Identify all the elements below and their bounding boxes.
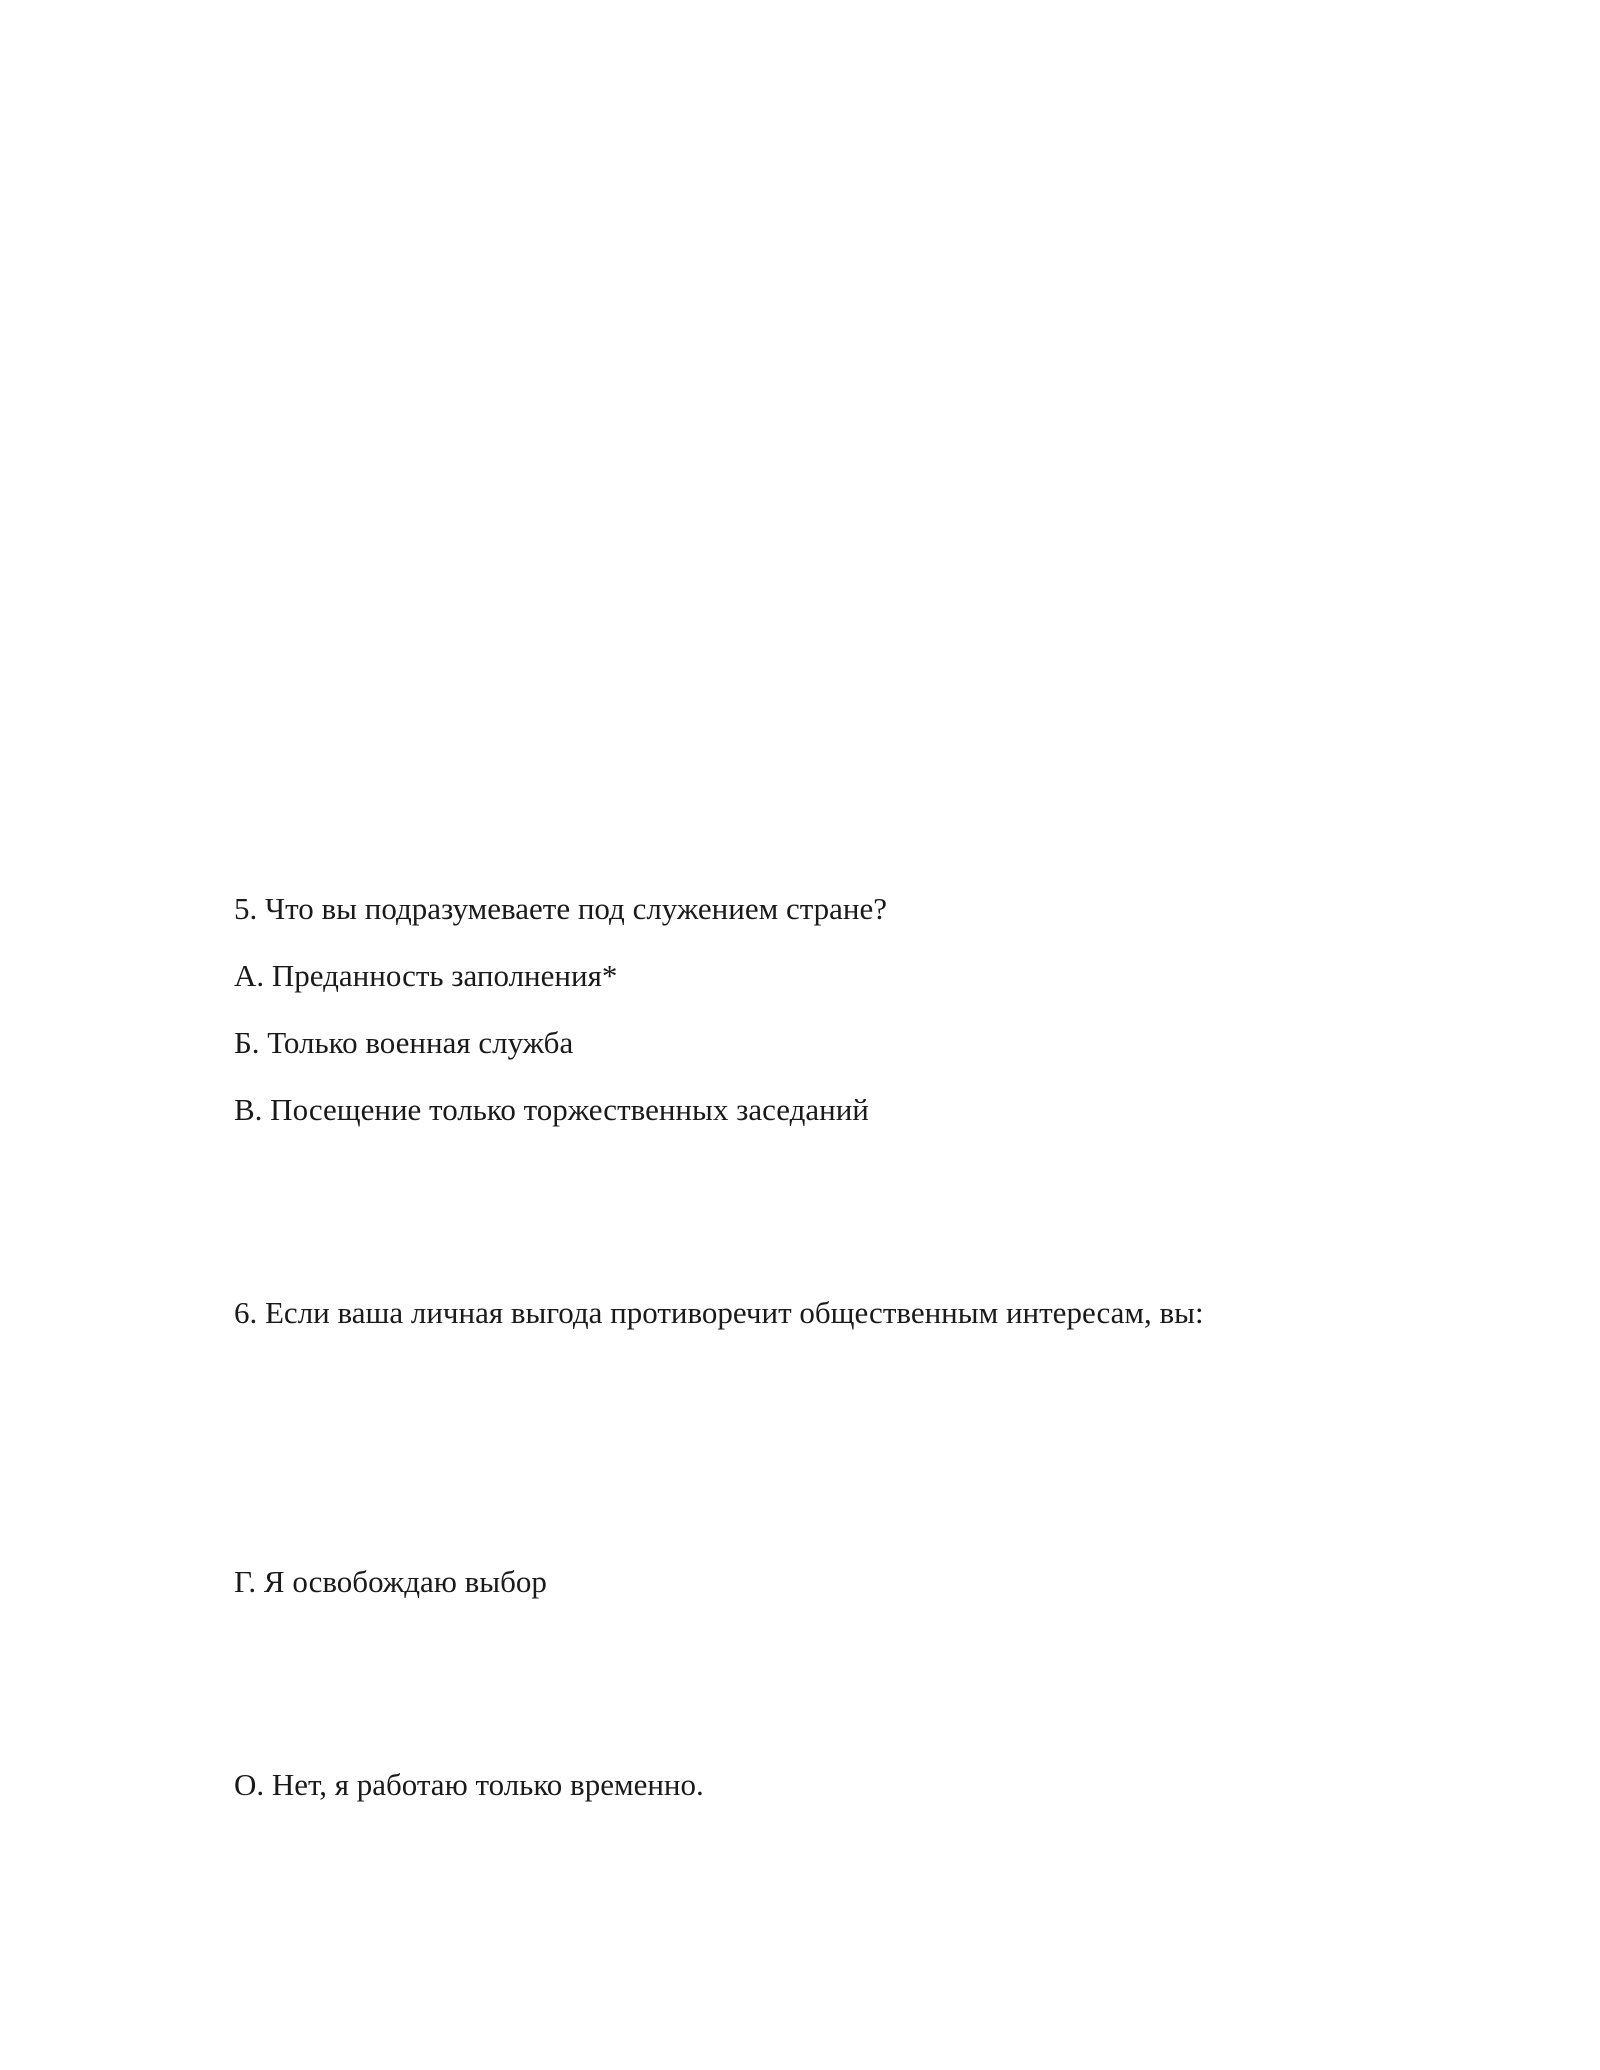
question-6: 6. Если ваша личная выгода противоречит общественным интересам, вы: [234,1295,1204,1330]
answer-option-o: О. Нет, я работаю только временно. [234,1767,704,1802]
answer-option-v: В. Посещение только торжественных заседаний [234,1092,869,1127]
answer-option-b: Б. Только военная служба [234,1025,574,1060]
question-5: 5. Что вы подразумеваете под служением стране? [234,891,888,926]
answer-option-g: Г. Я освобождаю выбор [234,1564,547,1599]
answer-option-a: А. Преданность заполнения* [234,958,618,993]
